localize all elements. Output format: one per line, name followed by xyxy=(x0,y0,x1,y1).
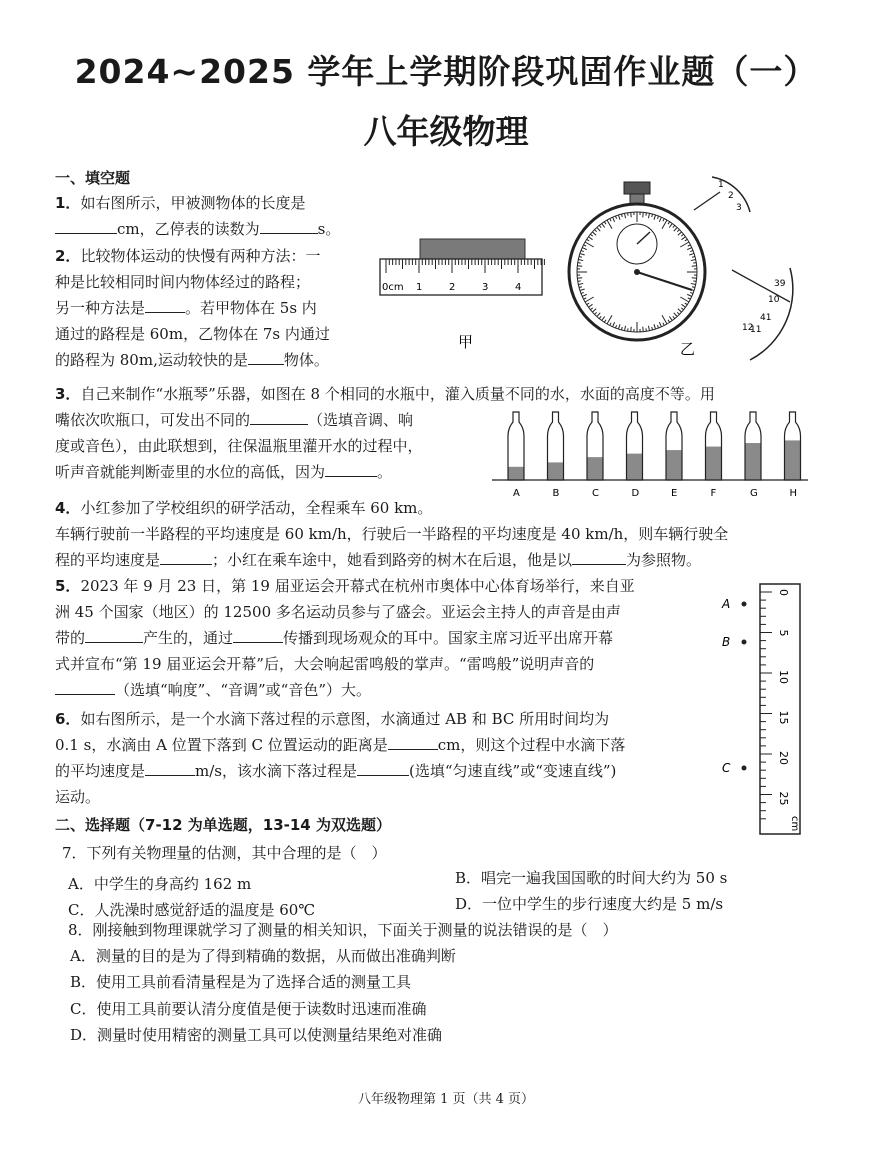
bottle-label: E xyxy=(671,488,678,499)
question-text: 如右图所示，是一个水滴下落过程的示意图，水滴通过 AB 和 BC 所用时间均为 xyxy=(80,710,610,728)
stopwatch-tick xyxy=(631,327,632,332)
bottle-label: H xyxy=(789,488,798,499)
vertical-ruler-label: 5 xyxy=(777,629,790,637)
question-text: 0.1 s，水滴由 A 位置下落到 C 位置运动的距离是 xyxy=(55,736,388,754)
bottle-water xyxy=(666,450,682,480)
stopwatch-tick xyxy=(692,278,697,279)
magnified-label: 41 xyxy=(760,313,772,323)
stopwatch-tick xyxy=(631,212,632,217)
answer-blank[interactable] xyxy=(250,410,308,425)
answer-blank[interactable] xyxy=(357,761,409,776)
answer-blank[interactable] xyxy=(260,219,318,234)
water-drop-a xyxy=(742,602,747,607)
drop-point-label: C xyxy=(722,761,731,775)
figure-water-drop-ruler xyxy=(718,580,818,842)
question-text: （选填“响度”、“音调”或“音色”）大。 xyxy=(115,681,372,699)
stopwatch-center xyxy=(634,269,640,275)
question-text: 。若甲物体在 5s 内 xyxy=(185,299,317,317)
question-text: 通过的路程是 60m，乙物体在 7s 内通过 xyxy=(55,325,330,343)
drop-point-label: B xyxy=(722,635,731,649)
ruler-label: 1 xyxy=(416,282,423,293)
ruler-label: 3 xyxy=(482,282,489,293)
magnified-label: 39 xyxy=(774,279,786,289)
vertical-ruler-label: 0 xyxy=(777,589,790,596)
section-heading-fill-blank: 一、填空题 xyxy=(55,169,131,187)
question-text: s。 xyxy=(317,220,341,238)
magnified-label: 11 xyxy=(750,325,762,335)
question-text: 程的平均速度是 xyxy=(55,551,161,569)
question-number: 4． xyxy=(55,499,81,517)
bottle-water xyxy=(627,454,643,480)
ruler-label: 2 xyxy=(449,282,456,293)
question-text: 的路程为 80m,运动较快的是 xyxy=(55,351,248,369)
bottle-water xyxy=(587,457,603,480)
question-text: 听声音就能判断壶里的水位的高低，因为 xyxy=(55,463,326,481)
answer-blank[interactable] xyxy=(325,462,377,477)
question-text: cm，乙停表的读数为 xyxy=(117,220,260,238)
water-bottle xyxy=(508,412,524,499)
q7-option-b[interactable]: B．唱完一遍我国国歌的时间大约为 50 s xyxy=(455,869,728,887)
question-5 xyxy=(55,573,735,703)
water-bottle xyxy=(745,412,761,499)
vertical-ruler-label: 20 xyxy=(777,751,790,765)
question-text: 的平均速度是 xyxy=(55,762,146,780)
answer-blank[interactable] xyxy=(145,761,195,776)
water-bottle xyxy=(785,412,801,499)
q8-option-c[interactable]: C．使用工具前要认清分度值是便于读数时迅速而准确 xyxy=(70,1000,427,1018)
q7-option-c[interactable]: C．人洗澡时感觉舒适的温度是 60℃ xyxy=(68,901,316,919)
magnified-label: 1 xyxy=(718,180,724,190)
answer-blank[interactable] xyxy=(388,735,438,750)
magnified-label: 3 xyxy=(736,203,742,213)
water-bottle xyxy=(548,412,564,499)
stopwatch-button xyxy=(624,182,650,194)
water-bottle xyxy=(706,412,722,499)
question-text: 运动。 xyxy=(55,788,101,806)
question-text: （选填音调、响 xyxy=(308,411,414,429)
vertical-ruler-label: 10 xyxy=(777,670,790,684)
bottle-water xyxy=(548,462,564,480)
bottle-water xyxy=(745,443,761,480)
water-bottle xyxy=(587,412,603,499)
vertical-ruler-label: 25 xyxy=(777,791,790,806)
figure-ruler-stopwatch xyxy=(372,172,812,387)
question-text: 。 xyxy=(377,463,393,481)
question-number: 5． xyxy=(55,577,81,595)
stopwatch-tick xyxy=(577,278,582,279)
water-bottle xyxy=(666,412,682,499)
question-text: 另一种方法是 xyxy=(55,299,146,317)
figure-water-bottles xyxy=(490,408,810,500)
question-text: 带的 xyxy=(55,629,86,647)
question-text: 小红参加了学校组织的研学活动，全程乘车 60 km。 xyxy=(80,499,433,517)
measured-block xyxy=(420,239,525,259)
stopwatch-tick xyxy=(643,212,644,217)
question-text: 传播到现场观众的耳中。国家主席习近平出席开幕 xyxy=(283,629,614,647)
magnified-label: 10 xyxy=(768,295,780,305)
question-text: 嘴依次吹瓶口，可发出不同的 xyxy=(55,411,251,429)
figure-label-jia: 甲 xyxy=(458,333,474,351)
water-drop-c xyxy=(742,766,747,771)
question-1 xyxy=(55,190,340,242)
bottle-label: C xyxy=(592,488,599,499)
question-text: 自己来制作“水瓶琴”乐器，如图在 8 个相同的水瓶中，灌入质量不同的水，水面的高度不等。用 xyxy=(80,385,715,403)
q8-option-b[interactable]: B．使用工具前看清量程是为了选择合适的测量工具 xyxy=(70,973,412,991)
question-2 xyxy=(55,243,330,373)
question-text: m/s，该水滴下落过程是 xyxy=(195,762,357,780)
question-text: cm，则这个过程中水滴下落 xyxy=(437,736,626,754)
bottle-label: B xyxy=(552,488,560,499)
vertical-ruler-label: 15 xyxy=(777,710,790,725)
question-7-stem: 7．下列有关物理量的估测，其中合理的是（ ） xyxy=(62,844,387,862)
question-number: 1． xyxy=(55,194,81,212)
question-number: 3． xyxy=(55,385,81,403)
q8-option-a[interactable]: A．测量的目的是为了得到精确的数据，从而做出准确判断 xyxy=(70,947,456,965)
bottle-water xyxy=(785,440,801,480)
bottle-label: G xyxy=(750,488,758,499)
question-text: 物体。 xyxy=(283,351,329,369)
question-text: 种是比较相同时间内物体经过的路程； xyxy=(55,273,311,291)
water-drop-b xyxy=(742,640,747,645)
question-text: 度或音色），由此联想到，往保温瓶里灌开水的过程中， xyxy=(55,437,423,455)
answer-blank[interactable] xyxy=(55,680,115,695)
question-text: 产生的，通过 xyxy=(143,629,234,647)
bottle-water xyxy=(706,447,722,480)
bottle-label: D xyxy=(631,488,640,499)
page-footer: 八年级物理第 1 页（共 4 页） xyxy=(357,1092,535,1107)
magnified-minute-pointer xyxy=(694,192,720,210)
page-title: 2024~2025 学年上学期阶段巩固作业题（一） xyxy=(74,52,818,91)
answer-blank[interactable] xyxy=(160,550,212,565)
question-text: ；小红在乘车途中，她看到路旁的树木在后退，他是以 xyxy=(212,551,573,569)
answer-blank[interactable] xyxy=(233,628,283,643)
answer-blank[interactable] xyxy=(145,298,185,313)
stopwatch-tick xyxy=(577,266,582,267)
section-heading-choice: 二、选择题（7-12 为单选题，13-14 为双选题） xyxy=(55,816,391,834)
answer-blank[interactable] xyxy=(572,550,626,565)
question-text: (选填“匀速直线”或“变速直线”) xyxy=(409,762,617,780)
stopwatch-tick xyxy=(692,266,697,267)
question-text: 如右图所示，甲被测物体的长度是 xyxy=(80,194,306,212)
answer-blank[interactable] xyxy=(55,219,117,234)
q7-option-d[interactable]: D．一位中学生的步行速度大约是 5 m/s xyxy=(455,895,724,913)
answer-blank[interactable] xyxy=(85,628,143,643)
bottle-water xyxy=(508,467,524,480)
question-4 xyxy=(55,495,835,573)
stopwatch-tick xyxy=(643,327,644,332)
q8-option-d[interactable]: D．测量时使用精密的测量工具可以使测量结果绝对准确 xyxy=(70,1026,443,1044)
question-number: 6． xyxy=(55,710,81,728)
figure-label-yi: 乙 xyxy=(680,340,696,358)
bottle-label: A xyxy=(513,488,520,499)
magnified-label: 12 xyxy=(742,323,754,333)
question-6 xyxy=(55,706,735,810)
question-text: 比较物体运动的快慢有两种方法：一 xyxy=(80,247,321,265)
question-text: 2023 年 9 月 23 日，第 19 届亚运会开幕式在杭州市奥体中心体育场举行，来自亚 xyxy=(80,577,635,595)
water-bottle xyxy=(627,412,643,499)
drop-point-label: A xyxy=(722,597,731,611)
answer-blank[interactable] xyxy=(248,350,284,365)
magnified-label: 2 xyxy=(728,191,734,201)
question-text: 车辆行驶前一半路程的平均速度是 60 km/h，行驶后一半路程的平均速度是 40 km/h，则车辆行驶全 xyxy=(55,525,729,543)
ruler-unit: cm xyxy=(789,816,800,832)
q7-option-a[interactable]: A．中学生的身高约 162 m xyxy=(68,875,252,893)
page-subtitle: 八年级物理 xyxy=(363,112,529,151)
bottle-label: F xyxy=(710,488,717,499)
question-text: 为参照物。 xyxy=(626,551,702,569)
question-text: 洲 45 个国家（地区）的 12500 多名运动员参与了盛会。亚运会主持人的声音是由声 xyxy=(55,603,621,621)
question-number: 2． xyxy=(55,247,81,265)
ruler-label: 0cm xyxy=(382,282,404,293)
ruler-label: 4 xyxy=(515,282,522,293)
question-8-stem: 8．刚接触到物理课就学习了测量的相关知识，下面关于测量的说法错误的是（ ） xyxy=(68,921,618,939)
question-text: 式并宣布“第 19 届亚运会开幕”后，大会响起雷鸣般的掌声。“雷鸣般”说明声音的 xyxy=(55,655,595,673)
